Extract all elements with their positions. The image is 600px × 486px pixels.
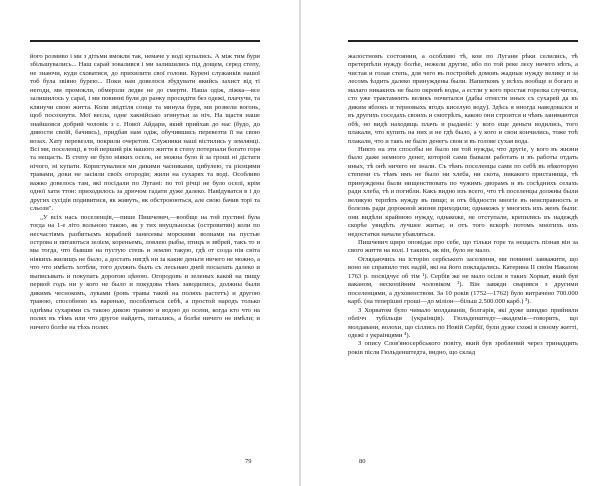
paragraph: жалостномъ состоянии, а особливо тѣ, кои по Лугани рѣки селились, тѣ претерпѣли нужду болѣе, нежели другие, ибо по той реке лесу ничего нѣтъ, а чистая и голая степь, для чего въ постройкѣ домовъ жадные нужду велику и за лесомъ ѣздить далеко принуждены были. Напитковъ у всѣхъ вообще и богаго и малаго никакихъ не было окромѣ воды, а естли у кого простая горелка случится, сто уже трактаментъ великъ почитался (дабы отнести иных съ сухарей да къ диким яблокъ и терновыхъ ягодъ киселую воду). Здѣсь я иногда наведовался и въ другихъ соседахъ своихъ и смотрѣлъ, какою они строится и чѣмъ занимаются обѣ, но видѣ находящь плачъ и рыданіе: у кого еще деньги водились, того плакали, что купить на них и не гдѣ было, а у кого и свои кончились, тоже тоѣ плакали, что и такъ не было денегъ свои и въ голове сухая вода. bbox=[348, 53, 578, 145]
top-rule bbox=[348, 40, 578, 42]
top-rule bbox=[30, 40, 260, 42]
paragraph: Пишчевич щиро оповідає про себе, що тільки горе та нещасть пізнав він за свого життя на волі. І такихъ, як він, було не мало. bbox=[348, 238, 578, 255]
paragraph: З опису Слов'яносербського повіту, який був зроблений через тринадцять років після Гюльденштедта, видно, що склад bbox=[348, 340, 578, 356]
body-text bbox=[30, 53, 260, 332]
page-number: 79 bbox=[245, 458, 252, 465]
paragraph: його розмиво і ми з дітьми вмокли так, немаче у воді купались. А між тим бури збільшувались... Наш сарай зовалився і ми залишились під дощем, серед степу, не знаючи, куди сховатися, до прихилити свої голови. Курені служанків нашої тоб була звіяно бурею... Поки нам довелося збудувати якийсь захист від ті негоди, ми промокли, обмерзли ледве не до смерти. Наша одіж, ліжка—все залишилось у сараї, і ми повинні були до ранку просидіти без одежі, плачучи, та клянучи свою житта. Коли звідтіля сонце та минула буря, ми розвели вогонь, щоб посохнути. Мої весла, одне хакнійсько эгинутьи за ніч. На щастя наше знайшовся добрий чоловік з с. Нової Айдари, який прийхав до нас (будо, до дивости своїй, бачивсь), придбав нам одіж, обучившись перевезти її на свою возах. Хату перевезли, покрили очеретом. Служники наші вістились у землянці. Всі ми, поселенці, в той перший рік нашого життя в степу потерпали богато горя та нещасть. В степу не було ніяких осель, не можна було й за гроші ні дістати нічого, ні купати. Користувалися ми дикими часниками, цибулею, та рієнцями травами, доки не засіяли своїх огородів; жили на сухарях та воді. Особливо важко довелось там, які посідали по Лугані: по тої річці не було оселі, крім одної хати ттон: приходилось за дрючом гадати дуже далеко. Навідуватся в і до других сусідів подивитися, як живуть, як обстроюються, але свою бачив торі та сльози". bbox=[30, 53, 260, 213]
paragraph: „У всіх нась поселенців,—пише Пишчевич,—вообще на той пустині була тогда на 1-е літо вольною такою, як у тих внуцльноськ (островитян) коли по несчастіямъ разбитьємъ кораблей занесемы морскими волнами на пустые острова и питаються зелієм, кореньемъ, ловлею рыбы, птицъ и звбрей, такъ то и мы тогда, что бывши на пустую степь и землю такую, гдѣ от созда нія світа ніякихъ жилищъ не было, а достать нигдѣ ни за какие деньги ничего не можно, а что что имѣєть хотбли, того должнъ былъ съ лесьнаю дней посылать далеко и выписывать и покупать дорогою цѣною. Огородовъ и зеленых какой на пищу первой годъ ни у кого не было и покудова тѣмъ заводились, должны были дикимъ чеснокомъ, луками (ровъ травы такой на поляхъ растетъ) и другою травою, способною къ варенью, пособляться себѣ, а простой народъ только однѣмы сухарями съ такою дикою травою и водою до осени, когда кто что на полях въ тѣмъ или что другое найдетъ, питались, а болѣе ничего не имѣли; и ничего болѣе на тѣхъ полях bbox=[30, 213, 260, 331]
paragraph: З Хорватом було чимало молдаванів, болгарів, які дуже швидко прийняли облічч тубільців (украінців). Гюльденштедт—академік—говорить, що молдавани, волохи, що сіллись по Новій Сербії, були дуже схожі в своєму житті, одежі з украінцями ⁴). bbox=[348, 306, 578, 339]
paragraph: Оглядаючись на історію сербського заселення, ми повинні завважити, що воно не справило тих надій, які на його покладались. Катерина II своїм Наказом 1763 р. посвідчує об тім ¹). Сербів же не мало осіли в таких Хорват, який був ваканом, нескопійним чоловіком ²). Він завжди сварився з другими поселенцями, а духовенством. За 10 років (1752—1762) було витрачено 700.000 карб. (на теперішні гроші—до міліон—більш 2.500.000 карб.) ³). bbox=[348, 255, 578, 306]
paragraph: Никто на эти способы не было ни той нужды, что другіе, у кого въ жизни было даже немного денег, которой сами бывали работать и въ работы отдать иных, тѣ онѣ ничего не знали. Съ тѣмъ поселенцы сами по себѣ въ нѣкоторую степени съ тѣмъ имъ не было ни хлеба, ни скота, никакого пристанища, тѣ принуждены были нищенствовать по чужимъ дворамъ и въ сосѣднихъ селахъ ради хлеба, тѣ и погибли. Какъ видно изъ всего, что тѣ поселенцы должны были великую терпѣть нужду въ пище; и отъ бѣдности многіе въ неисправность и болезнь ради дорожной жизни приходили; однакожъ у многихъ ихъ женъ были: они видѣли крайнюю нужду, однакоже, не отступали, крепились въ надеждѣ скорѣе увидѣть лучшее житье; и отъ того вскорѣ потомъ многихъ ихъ недостатки начали убавляться. bbox=[348, 145, 578, 238]
page-number: 80 bbox=[359, 458, 366, 465]
body-text bbox=[348, 53, 578, 357]
right-page bbox=[300, 0, 600, 486]
